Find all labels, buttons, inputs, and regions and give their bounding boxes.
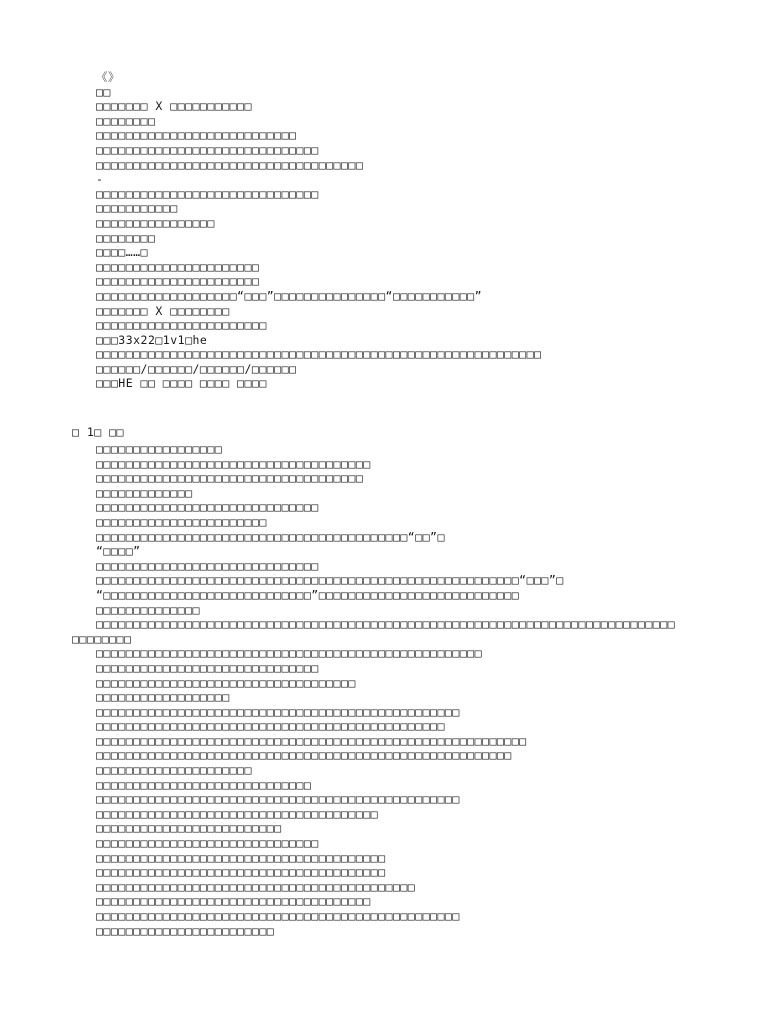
paragraph-line: □□□□□□□□□□□□□□□□□□□□□□□□□□□□□□ — [96, 836, 319, 851]
paragraph-line: □□□□□□□□□□□□□□□□□□□□□□□□□□□□□□□□□□□□ — [96, 471, 364, 486]
text-line: □□□□□□□□□□□□□□□□□□□□□□□□□□□□□□□□□□□□□□□□□□□□□□□□□□□□□□□□□□□□ — [96, 347, 542, 362]
text-line: □□□HE □□ □□□□ □□□□ □□□□ — [96, 376, 267, 391]
text-line: □□□□□□□□□□□□□□□□ — [96, 215, 215, 230]
paragraph-line: □□□□□□□□□□□□□□□□□□□□□□□□□□□□□□□□□□□□□□□□□□□□□□□□□ — [96, 909, 460, 923]
paragraph-line: □□□□□□□□□□□□□□□□□□□□□□□□□□□□□□□□□□□□□□□□□□□□□□□□□ — [96, 704, 460, 719]
text-line: □□□□□□□□□□□□□□□□□□□□□□ — [96, 259, 260, 274]
separator-dash: - — [96, 172, 104, 187]
paragraph-line: □□□□□□□□□□□□□□□□□□□□□□□□□□□□□□ — [96, 500, 319, 515]
text-line: □□□□□□□□□□□□□□□□□□□□□□ — [96, 274, 260, 289]
text-line: □□ — [96, 84, 111, 99]
paragraph-line: □□□□□□□□□□□□□□□□□□□□□□□□□□□□□□□□□□□□□□□□□□“□□”□ — [96, 529, 445, 544]
paragraph-line: “□□□□□□□□□□□□□□□□□□□□□□□□□□□□”□□□□□□□□□□□□□□□□□□□□□□□□□□□ — [96, 587, 520, 602]
text-line: □□□□□□□□□□□□□□□□□□□□□□□□□□□□□□ — [96, 186, 319, 201]
paragraph-line: □□□□□□□□□□□□□□□□□□□□□□□□□□□□□□ — [96, 558, 319, 573]
paragraph-line: □□□□□□□□□□□□□□□□□□□□□□□□□□□□□□□□□□□□□□□□□□□□□□□□□□□□ — [96, 646, 483, 661]
text-line: □□□□□□□ X □□□□□□□□□□□ — [96, 99, 252, 114]
text-line: □□□□□□□□□□□□□□□□□□□□□□□ — [96, 318, 267, 333]
paragraph-line: □□□□□□□□□□□□□□□□□□□□□□□□□□□□□□□□□□□□□□□ — [96, 865, 386, 880]
paragraph-line: □□□□□□□□□□□□□□□□□□□□□□□□□□□□□□□□□□□□□ — [96, 894, 371, 909]
paragraph-line: □□□□□□□□□□□□□□□□□□□□□□□□□□□□□□□□□□□□□□ — [96, 806, 379, 821]
paragraph-line: □□□□□□□□□□□□□□□□□□□□□□□□□□□□□□□□□□□ — [96, 675, 356, 690]
paragraph-line: □□□□□□□□□□□□□□□□□□□□□ — [96, 763, 252, 778]
paragraph-line: □□□□□□□□□□□□□□□□□□ — [96, 690, 230, 705]
paragraph-line: □□□□□□□□□□□□□□□□□ — [96, 442, 223, 456]
text-line: □□□□……□ — [96, 245, 148, 260]
chapter-1 — [0, 424, 768, 938]
paragraph-line: □□□□□□□□□□□□□□□□□□□□□□□□□□□□□□□□□□□□□□□□□□□□□□□□□□□□□□□□□“□□□”□ — [96, 573, 564, 588]
text-line: □□□□□□□□□□□□□□□□□□□□□□□□□□□□□□ — [96, 142, 319, 157]
paragraph-line: □□□□□□□□□□□□□□□□□□□□□□□□□□□□□□□□□□□□□□□□□□□□□□□□□□□□□□□□□□□□□□□□□□□□□□□□□□□□□□ — [96, 617, 676, 632]
text-line: □□□□□□□□□□□□□□□□□□□□□□□□□□□□□□□□□□□□ — [96, 157, 364, 172]
text-line: □□□□□□□□□□□ — [96, 201, 178, 216]
paragraph-line: □□□□□□□□□□□□□□□□□□□□□□□□□□□□□□□□□□□□□□□□□□□□□□□□□□□□□□□□ — [96, 748, 512, 763]
text-line: □□□□□□□ X □□□□□□□□ — [96, 303, 230, 318]
paragraph-line: □□□□□□□□□□□□□□□□□□□□□□□□□□□□□□□□□□□□□□□□□□□□□□□□□ — [96, 792, 460, 807]
paragraph-line: □□□□□□□□□□□□□□□□□□□□□□□□□□□□□□□□□□□□□ — [96, 456, 371, 471]
text-line: □□□□□□□□ — [96, 230, 156, 245]
book-title: 《》 — [96, 70, 120, 84]
text-line: □□□□□□□□□□□□□□□□□□□□□□□□□□□ — [96, 128, 297, 143]
text-line: □□□33x22□1v1□he — [96, 332, 208, 347]
paragraph-line: “□□□□” — [96, 544, 141, 559]
paragraph-line: □□□□□□□□□□□□□□□□□□□□□□□□ — [96, 923, 275, 938]
paragraph-line: □□□□□□□□ — [72, 631, 132, 646]
paragraph-line: □□□□□□□□□□□□□ — [96, 485, 193, 500]
front-matter — [0, 70, 768, 391]
paragraph-line: □□□□□□□□□□□□□□□□□□□□□□□□□□□□□□□□□□□□□□□□□□□□□□□□□□□□□□□□□□ — [96, 733, 527, 748]
paragraph-line: □□□□□□□□□□□□□□□□□□□□□□□□□ — [96, 821, 282, 836]
paragraph-line: □□□□□□□□□□□□□□ — [96, 602, 200, 617]
text-line: □□□□□□□□ — [96, 113, 156, 128]
text-line: □□□□□□□□□□□□□□□□□□□“□□□”□□□□□□□□□□□□□□□“□□□□□□□□□□□” — [96, 288, 483, 303]
paragraph-line: □□□□□□□□□□□□□□□□□□□□□□□□□□□□□□□□□□□□□□□□□□□ — [96, 879, 416, 894]
tags-line: □□□□□□/□□□□□□/□□□□□□/□□□□□□ — [96, 361, 297, 376]
paragraph-line: □□□□□□□□□□□□□□□□□□□□□□□□□□□□□□□□□□□□□□□□□□□□□□□ — [96, 719, 445, 734]
paragraph-line: □□□□□□□□□□□□□□□□□□□□□□□□□□□□□□□□□□□□□□□ — [96, 850, 386, 865]
paragraph-line: □□□□□□□□□□□□□□□□□□□□□□□ — [96, 514, 267, 529]
paragraph-line: □□□□□□□□□□□□□□□□□□□□□□□□□□□□□□ — [96, 660, 319, 675]
chapter-heading: □ 1□ □□ — [72, 425, 124, 439]
chapter-body — [0, 442, 768, 938]
paragraph-line: □□□□□□□□□□□□□□□□□□□□□□□□□□□□□ — [96, 777, 312, 792]
